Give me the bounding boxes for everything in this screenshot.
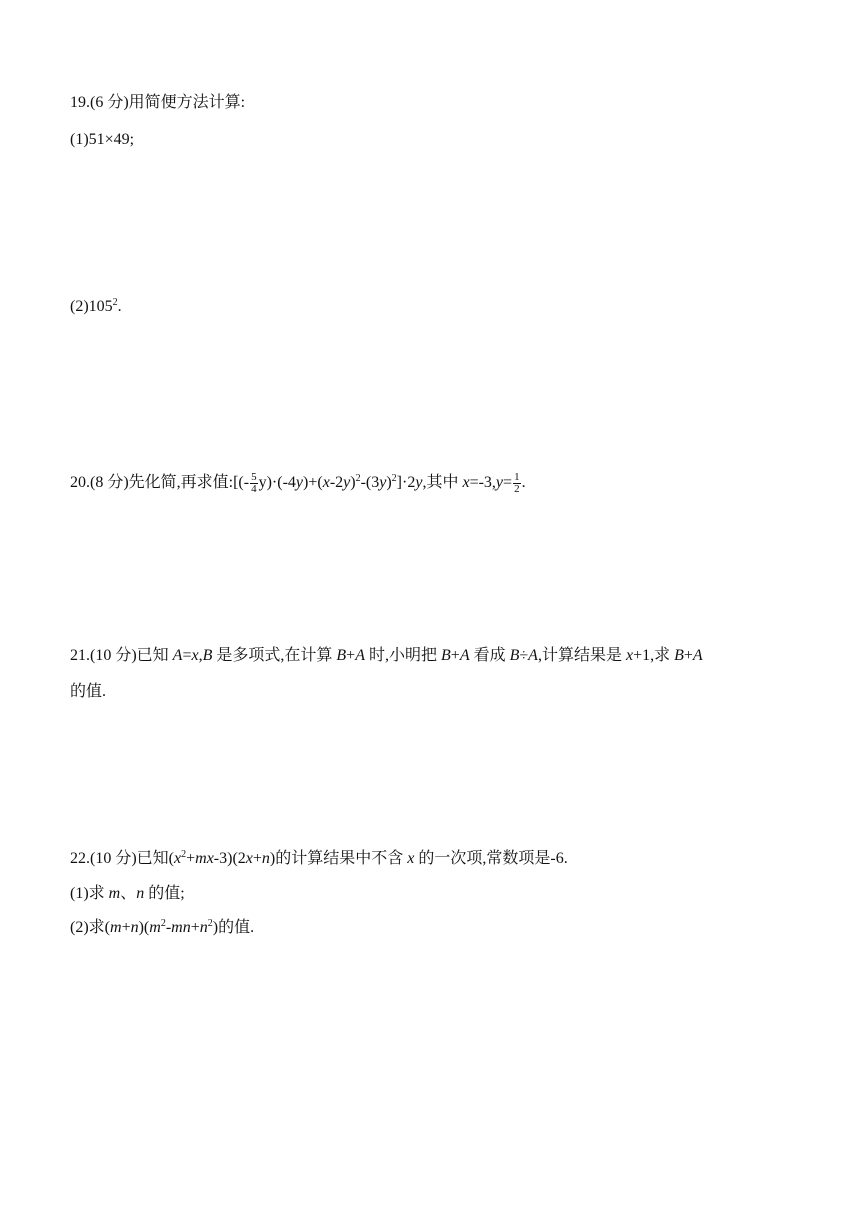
q19-stem: 19.(6 分)用简便方法计算: <box>70 94 246 111</box>
fraction-one-half: $\frac{1}{2}$ <box>514 471 520 495</box>
q22-part2: (2)求$(m+n)(m^2-mn+n^2)$的值. <box>70 918 255 936</box>
q19-part2: $(2)105^2$. <box>70 297 122 315</box>
q22-stem: 22.(10 分)已知$(x^2+mx-3)(2x+n)$的计算结果中不含 x 的一次项,常数项是-6. <box>70 849 568 867</box>
q21-stem-line1: 21.(10 分)已知 A=x,B 是多项式,在计算 B+A 时,小明把 B+A 看成 B÷A,计算结果是 x+1,求 B+A <box>70 647 703 664</box>
fraction-five-fourths: $\frac{5}{4}$ <box>251 471 257 495</box>
q20-stem: 20.(8 分)先化简,再求值:[(- $\frac{5}{4}$ $y)\cdot(-4y)+(x-2y)^2-(3y)^2]\cdot 2y$,其中 x=-3,y= $\frac{1}{2}$ . <box>70 471 526 495</box>
q19-part1: (1)51×49; <box>70 131 135 148</box>
q22-part1: (1)求 m、n 的值; <box>70 885 185 902</box>
q21-stem-line2: 的值. <box>70 683 107 700</box>
